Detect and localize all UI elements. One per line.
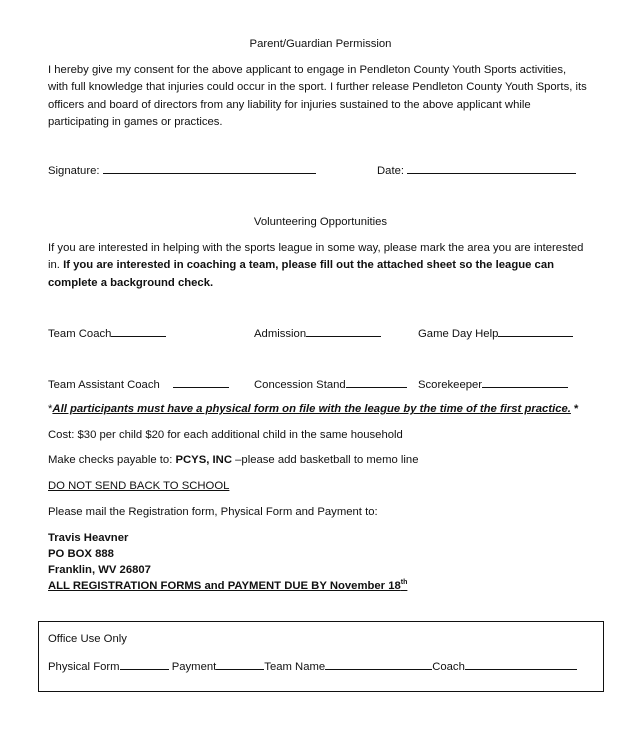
office-payment-line[interactable] [216,659,264,670]
office-use-box [38,621,604,692]
option-scorekeeper-line[interactable] [482,377,568,388]
due-date-sup: th [400,579,408,587]
physical-note-text: All participants must have a physical form on file with the league by the time of the first practice. [52,403,571,415]
volunteer-title: Volunteering Opportunities [253,216,388,228]
office-payment-label: Payment [171,661,217,673]
option-game-day-help-label: Game Day Help [418,328,499,340]
address-city: Franklin, WV 26807 [48,564,151,576]
option-team-assistant-coach-line[interactable] [173,377,229,388]
office-fields [48,659,577,673]
cost-text: Cost: $30 per child $20 for each additional child in the same household [48,429,403,441]
signature-field[interactable] [48,163,316,177]
office-physical-form-line[interactable] [120,659,169,670]
option-concession-stand[interactable] [254,377,407,391]
signature-label: Signature: [48,165,100,177]
date-field[interactable] [377,163,576,177]
checks-payee: PCYS, INC [175,454,232,466]
option-team-assistant-coach-label: Team Assistant Coach [48,379,160,391]
option-scorekeeper-label: Scorekeeper [418,379,483,391]
option-admission-label: Admission [254,328,307,340]
option-admission[interactable] [254,326,381,340]
do-not-send-text: DO NOT SEND BACK TO SCHOOL [48,480,230,492]
checks-suffix: –please add basketball to memo line [235,454,419,466]
option-admission-line[interactable] [306,326,381,337]
option-game-day-help[interactable] [418,326,573,340]
option-concession-stand-line[interactable] [346,377,407,388]
physical-note-star-end: * [570,403,579,415]
option-team-coach[interactable] [48,326,166,340]
address-name: Travis Heavner [48,532,129,544]
signature-line[interactable] [103,163,316,174]
physical-note-star: * [48,403,53,415]
option-scorekeeper[interactable] [418,377,568,391]
office-use-title: Office Use Only [48,633,127,645]
office-coach-line[interactable] [465,659,577,670]
checks-line [48,454,419,466]
date-label: Date: [377,165,405,177]
date-line[interactable] [407,163,576,174]
address-po-box: PO BOX 888 [48,548,114,560]
office-coach-label: Coach [432,661,465,673]
office-team-name-label: Team Name [264,661,326,673]
office-physical-form-label: Physical Form [48,661,120,673]
option-game-day-help-line[interactable] [498,326,573,337]
volunteer-body [48,240,588,292]
physical-note [48,403,578,415]
permission-body: I hereby give my consent for the above applicant to engage in Pendleton County Youth Sports activities, with full knowledge that injuries could occur in the sport. I further release Pendleton County Youth Sports, its officers and board of directors from any liability for injuries sustained to the above applicant while participating in games or practices. [48,64,587,128]
office-team-name-line[interactable] [325,659,432,670]
option-team-coach-label: Team Coach [48,328,112,340]
option-concession-stand-label: Concession Stand [254,379,346,391]
checks-prefix: Make checks payable to: [48,454,173,466]
permission-title: Parent/Guardian Permission [249,38,392,50]
option-team-coach-line[interactable] [111,326,166,337]
volunteer-body-bold: If you are interested in coaching a team, please fill out the attached sheet so the league can complete a background check. [48,259,555,289]
due-date-main: ALL REGISTRATION FORMS and PAYMENT DUE BY November 18 [48,580,401,592]
due-date-text [48,580,407,592]
option-team-assistant-coach[interactable] [48,377,229,391]
mail-instructions: Please mail the Registration form, Physical Form and Payment to: [48,506,378,518]
volunteer-body-plain: If you are interested in helping with the sports league in some way, please mark the area you are interested in. [48,242,584,272]
